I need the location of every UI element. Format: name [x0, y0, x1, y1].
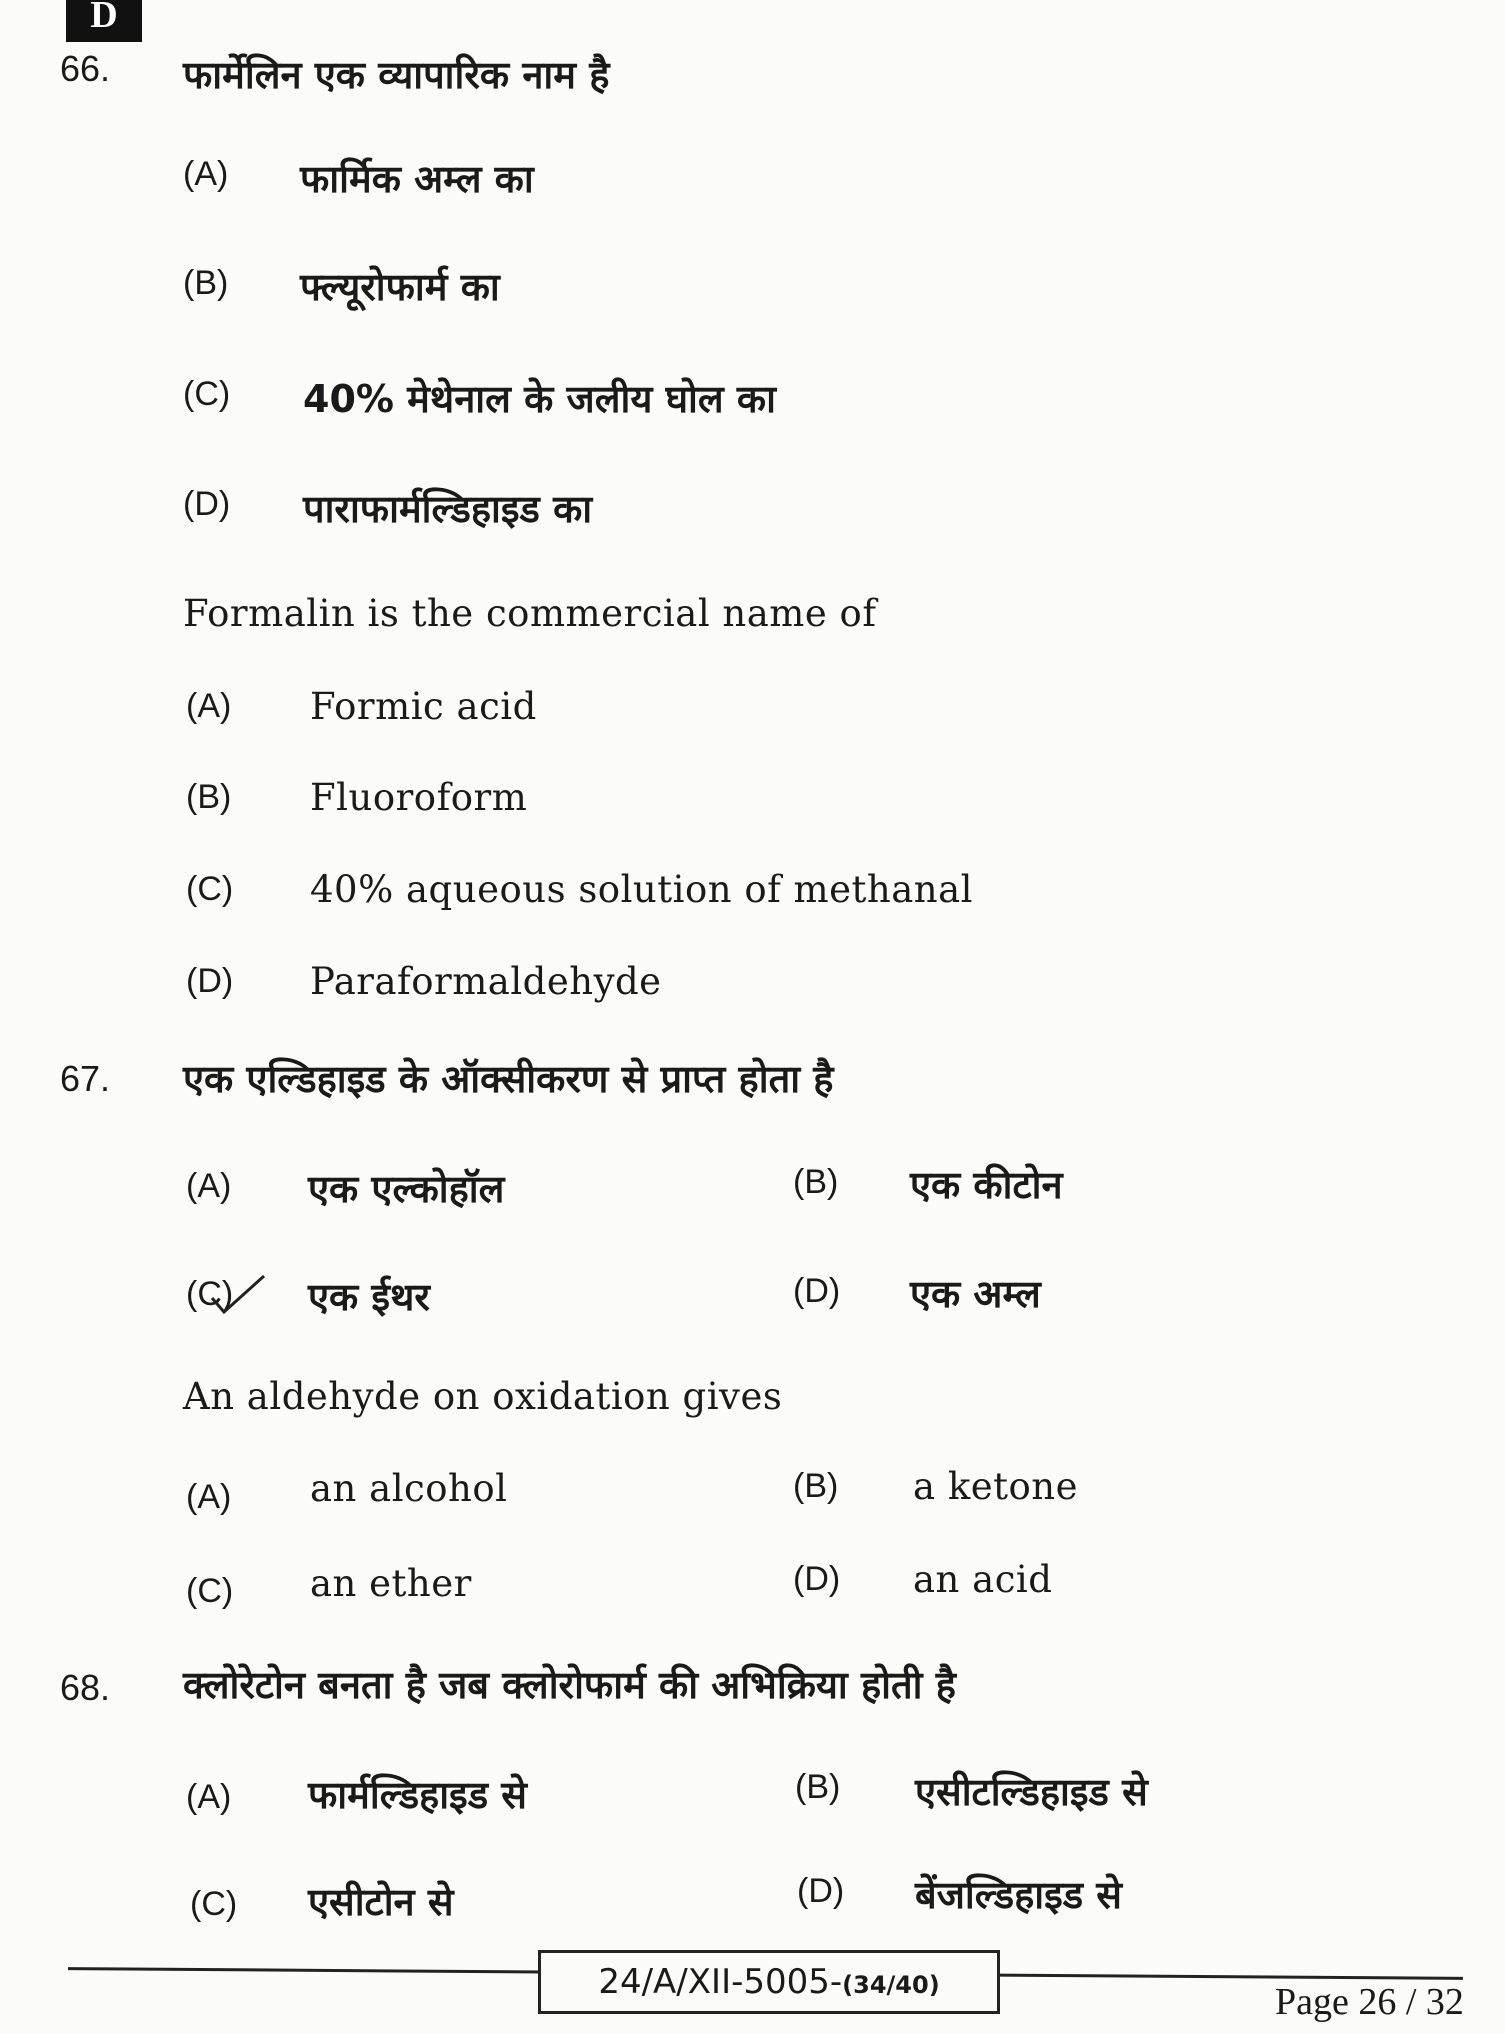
question-66-english: Formalin is the commercial name of	[183, 592, 877, 635]
question-66-number: 66.	[60, 48, 111, 89]
q67-en-opt-b-text: a ketone	[913, 1465, 1079, 1508]
page-number: Page 26 / 32	[1275, 1981, 1464, 2023]
question-67-number: 67.	[60, 1058, 111, 1099]
question-68-number: 68.	[60, 1667, 111, 1708]
q66-en-opt-d-label: (D)	[186, 962, 234, 1000]
q67-hi-opt-c-label: (C)	[186, 1275, 234, 1313]
q66-en-opt-c-label: (C)	[186, 870, 234, 908]
q67-hi-opt-d-text: एक अम्ल	[910, 1272, 1041, 1316]
q68-hi-opt-a-label: (A)	[186, 1778, 232, 1816]
q67-en-opt-d-text: an acid	[913, 1558, 1053, 1601]
q66-hi-opt-b-text: फ्ल्यूरोफार्म का	[300, 265, 500, 309]
q68-hi-opt-a-text: फार्मल्डिहाइड से	[308, 1773, 527, 1817]
section-mark: D	[66, 0, 142, 42]
q68-hi-opt-d-text: बेंजल्डिहाइड से	[915, 1873, 1122, 1917]
paper-code-main: 24/A/XII-5005-	[598, 1962, 843, 2002]
q67-hi-opt-a-text: एक एल्कोहॉल	[308, 1167, 505, 1211]
q66-en-opt-b-label: (B)	[186, 778, 232, 816]
q68-hi-opt-b-text: एसीटल्डिहाइड से	[915, 1770, 1148, 1814]
q67-en-opt-c-label: (C)	[186, 1572, 234, 1610]
question-67-english: An aldehyde on oxidation gives	[183, 1375, 783, 1418]
q66-hi-opt-d-text: पाराफार्मल्डिहाइड का	[303, 487, 593, 531]
q66-en-opt-d-text: Paraformaldehyde	[310, 960, 662, 1003]
q66-en-opt-b-text: Fluoroform	[310, 776, 528, 819]
q68-hi-opt-c-label: (C)	[190, 1885, 238, 1923]
q66-hi-opt-b-label: (B)	[183, 264, 229, 302]
q67-en-opt-a-text: an alcohol	[310, 1467, 508, 1510]
q67-en-opt-b-label: (B)	[793, 1467, 839, 1505]
question-68-hindi: क्लोरेटोन बनता है जब क्लोरोफार्म की अभिक्रिया होती है	[183, 1663, 956, 1707]
question-67-hindi: एक एल्डिहाइड के ऑक्सीकरण से प्राप्त होता है	[183, 1057, 834, 1101]
q67-hi-opt-b-text: एक कीटोन	[910, 1163, 1063, 1207]
tick-mark-icon	[208, 1272, 268, 1316]
q66-hi-opt-c-text: 40% मेथेनाल के जलीय घोल का	[303, 377, 776, 421]
q66-hi-opt-a-label: (A)	[183, 155, 229, 193]
q66-hi-opt-d-label: (D)	[183, 485, 231, 523]
q67-hi-opt-c-text: एक ईथर	[308, 1275, 430, 1319]
q67-hi-opt-d-label: (D)	[793, 1272, 841, 1310]
q68-hi-opt-d-label: (D)	[797, 1872, 845, 1910]
q67-en-opt-d-label: (D)	[793, 1560, 841, 1598]
q67-en-opt-c-text: an ether	[310, 1562, 472, 1605]
q67-en-opt-a-label: (A)	[186, 1478, 232, 1516]
q66-en-opt-c-text: 40% aqueous solution of methanal	[310, 868, 974, 911]
q66-hi-opt-a-text: फार्मिक अम्ल का	[300, 157, 534, 201]
q66-hi-opt-c-label: (C)	[183, 375, 231, 413]
q67-hi-opt-b-label: (B)	[793, 1163, 839, 1201]
q68-hi-opt-b-label: (B)	[795, 1768, 841, 1806]
question-66-hindi: फार्मेलिन एक व्यापारिक नाम है	[183, 53, 610, 97]
paper-code-suffix: (34/40)	[842, 1971, 940, 1999]
q68-hi-opt-c-text: एसीटोन से	[308, 1880, 454, 1924]
q66-en-opt-a-text: Formic acid	[310, 685, 537, 728]
paper-code	[538, 1950, 1000, 2014]
q66-en-opt-a-label: (A)	[186, 687, 232, 725]
q67-hi-opt-a-label: (A)	[186, 1167, 232, 1205]
